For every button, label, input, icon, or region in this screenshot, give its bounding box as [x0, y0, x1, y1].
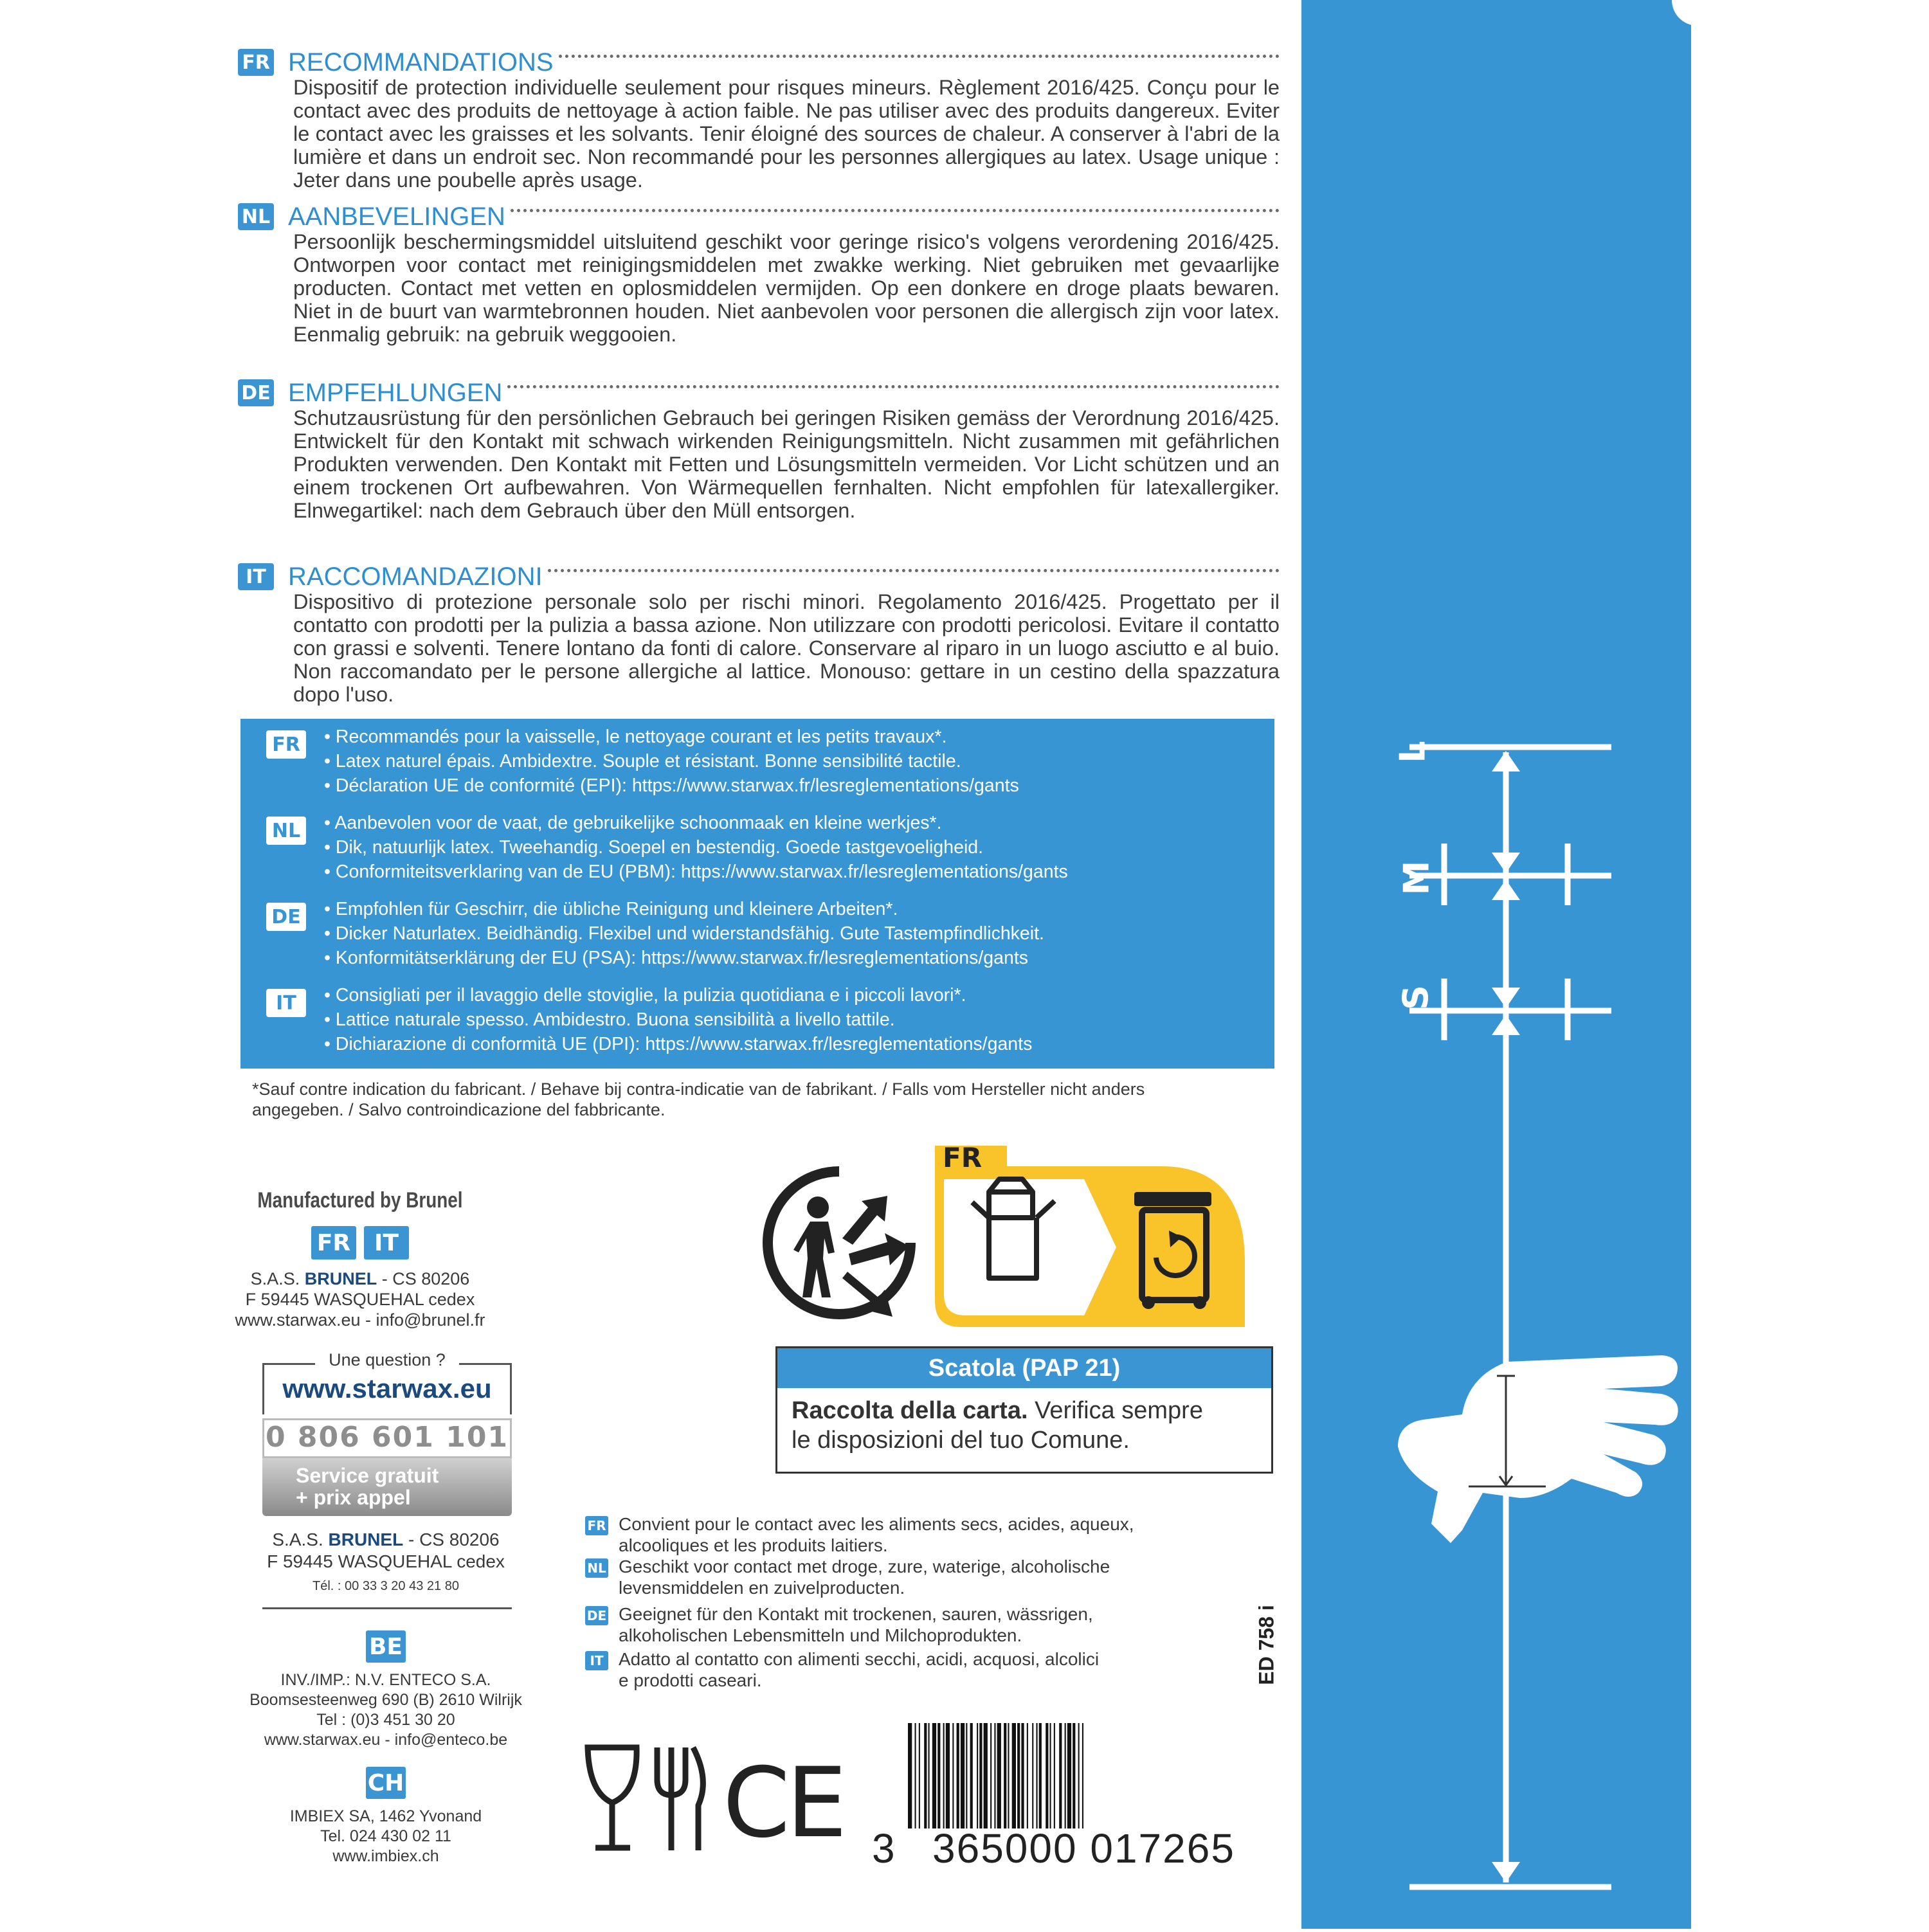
barcode-bar	[908, 1723, 912, 1828]
contact-address: S.A.S. BRUNEL - CS 80206 F 59445 WASQUEHAL cedex Tél. : 00 33 3 20 43 21 80	[238, 1529, 534, 1597]
ch-line: Tel. 024 430 02 11	[320, 1827, 451, 1845]
barcode-bar	[1017, 1723, 1020, 1828]
lang-tag: FR	[585, 1516, 608, 1535]
triman-country-tag: FR	[943, 1142, 983, 1173]
lang-tag: DE	[238, 379, 274, 406]
barcode-bar	[1027, 1723, 1028, 1828]
barcode-bar	[984, 1723, 988, 1828]
barcode-bar	[961, 1723, 964, 1828]
barcode-bar	[997, 1723, 1001, 1828]
be-block	[225, 1630, 547, 1750]
food-safe-icon	[579, 1741, 707, 1857]
food-text: Adatto al contatto con alimenti secchi, acidi, acquosi, alcolici e prodotti caseari.	[619, 1649, 1100, 1690]
edition-code: ED 758 i	[1254, 1605, 1278, 1685]
footnote-line: *Sauf contre indication du fabricant. / Behave bij contra-indicatie van de fabrikant. / Falls vom Hersteller nicht anders	[252, 1079, 1145, 1099]
lang-tag: IT	[266, 989, 306, 1017]
divider	[559, 49, 1280, 58]
features-box	[240, 719, 1274, 1069]
lang-tag: NL	[585, 1558, 608, 1578]
barcode-bar	[932, 1723, 936, 1828]
barcode-bar	[937, 1723, 940, 1828]
contact-tel: Tél. : 00 33 3 20 43 21 80	[312, 1579, 459, 1593]
size-label-s: S	[1395, 985, 1436, 1010]
divider	[548, 563, 1280, 572]
barcode-bars	[908, 1723, 1242, 1828]
section-title: AANBEVELINGEN	[288, 202, 505, 231]
barcode-bar	[1073, 1723, 1075, 1828]
section-nl	[238, 203, 1280, 346]
lang-tag: IT	[585, 1651, 608, 1670]
barcode-bar	[1012, 1723, 1016, 1828]
be-line: INV./IMP.: N.V. ENTECO S.A.	[280, 1671, 491, 1689]
contact-url[interactable]: www.starwax.eu	[282, 1373, 492, 1404]
section-title: RACCOMANDAZIONI	[288, 562, 543, 591]
barcode-bar	[1054, 1723, 1055, 1828]
section-fr	[238, 49, 1280, 192]
lang-tag: NL	[238, 203, 274, 230]
be-line: Tel : (0)3 451 30 20	[316, 1711, 455, 1729]
country-tag: CH	[366, 1767, 406, 1799]
country-tag: FR	[311, 1226, 356, 1259]
section-body: Dispositif de protection individuelle seulement pour risques mineurs. Règlement 2016/425. Conçu pour le contact avec des produits de nettoyage à action faible. Ne pas utiliser avec des produits dangereux. Eviter le contact avec les graisses et les solvants. Tenir éloigné des sources de chaleur. A conserver à l'abri de la lumière et dans un endroit sec. Non recommandé pour les personnes allergiques au latex. Usage unique : Jeter dans une poubelle après usage.	[293, 76, 1280, 192]
lang-tag: DE	[585, 1606, 608, 1625]
lang-tag: FR	[266, 730, 306, 759]
be-line: www.starwax.eu - info@enteco.be	[264, 1731, 508, 1749]
barcode-bar	[1059, 1723, 1062, 1828]
barcode-bar	[919, 1723, 920, 1828]
feature-line: • Dichiarazione di conformità UE (DPI): https://www.starwax.fr/lesreglementations/gants	[324, 1034, 1033, 1054]
country-tag: IT	[364, 1226, 409, 1259]
manufacturer-address: S.A.S. BRUNEL - CS 80206	[250, 1269, 470, 1288]
footnote-line: angegeben. / Salvo controindicazione del fabbricante.	[252, 1100, 666, 1119]
barcode-bar	[1046, 1723, 1048, 1828]
barcode-bar	[1004, 1723, 1006, 1828]
recycle-table	[775, 1346, 1273, 1474]
triman-icon	[759, 1162, 919, 1323]
ch-block	[225, 1767, 547, 1866]
barcode-bar	[957, 1723, 959, 1828]
barcode-bar	[943, 1723, 945, 1828]
lang-tag: DE	[266, 903, 306, 931]
food-text: Convient pour le contact avec les aliments secs, acides, aqueux, alcooliques et les produits laitiers.	[619, 1514, 1134, 1555]
feature-line: • Déclaration UE de conformité (EPI): https://www.starwax.fr/lesreglementations/gants	[324, 775, 1019, 796]
divider	[262, 1607, 512, 1609]
feature-line: • Dik, natuurlijk latex. Tweehandig. Soepel en bestendig. Goede tastgevoeligheid.	[324, 837, 984, 858]
barcode-bar	[952, 1723, 954, 1828]
features-fr	[255, 725, 1271, 802]
food-text: Geschikt voor contact met droge, zure, waterige, alcoholische levensmiddelen en zuivelproducten.	[619, 1557, 1110, 1598]
divider	[511, 203, 1280, 212]
barcode-bar	[990, 1723, 992, 1828]
service-text	[296, 1465, 439, 1508]
feature-line: • Konformitätserklärung der EU (PSA): https://www.starwax.fr/lesreglementations/gants	[324, 948, 1028, 968]
barcode-bar	[970, 1723, 973, 1828]
panel-edge	[1691, 0, 1929, 1929]
section-title: RECOMMANDATIONS	[288, 48, 554, 77]
food-text: Geeignet für den Kontakt mit trockenen, sauren, wässrigen, alkoholischen Lebensmitteln und Milchoprodukten.	[619, 1604, 1093, 1645]
recycle-body: Raccolta della carta. Verifica sempre le disposizioni del tuo Comune.	[792, 1397, 1203, 1454]
feature-line: • Dicker Naturlatex. Beidhändig. Flexibel und widerstandsfähig. Gute Tastempfindlichkeit.	[324, 923, 1044, 944]
size-label-m: M	[1396, 860, 1437, 896]
feature-line: • Aanbevolen voor de vaat, de gebruikelijke schoonmaak en kleine werkjes*.	[324, 813, 942, 833]
divider	[507, 379, 1280, 388]
feature-line: • Latex naturel épais. Ambidextre. Souple et résistant. Bonne sensibilité tactile.	[324, 751, 961, 772]
service-line: + prix appel	[296, 1486, 411, 1509]
ch-line: IMBIEX SA, 1462 Yvonand	[289, 1807, 482, 1825]
country-tag: BE	[366, 1630, 406, 1663]
features-nl	[255, 811, 1271, 889]
size-chart	[1301, 0, 1691, 1929]
lang-tag: NL	[266, 817, 306, 845]
ce-mark: CE	[723, 1747, 844, 1859]
manufacturer-city: F 59445 WASQUEHAL cedex	[245, 1290, 475, 1309]
size-label-l: L	[1392, 741, 1433, 763]
manufacturer-title: Manufactured by Brunel	[257, 1188, 463, 1213]
section-it	[238, 563, 1280, 706]
contact-city: F 59445 WASQUEHAL cedex	[267, 1551, 505, 1571]
barcode-bar	[1065, 1723, 1066, 1828]
section-body: Dispositivo di protezione personale solo per rischi minori. Regolamento 2016/425. Progettato per il contatto con prodotti per la pulizia a bassa azione. Non utilizzare con prodotti pericolosi. Evitare il contatto con grassi e solventi. Tenere lontano da fonti di calore. Conservare al riparo in un luogo asciutto e al buio. Non raccomandato per le persone allergiche al lattice. Monouso: gettare in un cestino della spazzatura dopo l'uso.	[293, 590, 1280, 706]
barcode-bar	[946, 1723, 950, 1828]
feature-line: • Conformiteitsverklaring van de EU (PBM): https://www.starwax.fr/lesreglementations/gants	[324, 862, 1068, 882]
barcode-first-digit: 3	[872, 1825, 895, 1872]
lang-tag: FR	[238, 49, 274, 76]
features-de	[255, 898, 1271, 975]
feature-line: • Consigliati per il lavaggio delle stoviglie, la pulizia quotidiana e i piccoli lavori*.	[324, 985, 966, 1006]
barcode-bar	[1039, 1723, 1042, 1828]
section-title: EMPFEHLUNGEN	[288, 378, 503, 407]
footnote	[252, 1079, 1145, 1120]
barcode-bar	[1078, 1723, 1080, 1828]
section-body: Schutzausrüstung für den persönlichen Gebrauch bei geringen Risiken gemäss der Verordnung 2016/425. Entwickelt für den Kontakt mit schwach wirkenden Reinigungsmitteln. Nicht zusammen mit gefährlichen Produkten verwenden. Den Kontakt mit Fetten und Lösungsmitteln vermeiden. Vor Licht schützen und an einem trockenen Ort aufbewahren. Von Wärmequellen fernhalten. Nicht empfohlen für latexallergiker. Elnwegartikel: nach dem Gebrauch über den Müll entsorgen.	[293, 406, 1280, 522]
section-body: Persoonlijk beschermingsmiddel uitsluitend geschikt voor geringe risico's volgens verordening 2016/425. Ontworpen voor contact met reinigingsmiddelen met zwakke werking. Niet gebruiken met gevaarlijke producten. Contact met vetten en oplosmiddelen vermijden. Op een donkere en droge plaats bewaren. Niet in de buurt van warmtebronnen houden. Niet aanbevolen voor personen die allergisch zijn voor latex. Eenmalig gebruik: na gebruik weggooien.	[293, 230, 1280, 346]
ch-line: www.imbiex.ch	[332, 1847, 439, 1865]
barcode-bar	[915, 1723, 916, 1828]
barcode-digits: 365000 017265	[932, 1825, 1235, 1872]
barcode-bar	[1067, 1723, 1071, 1828]
service-line: Service gratuit	[296, 1464, 439, 1487]
recycle-header: Scatola (PAP 21)	[777, 1348, 1271, 1388]
question-label: Une question ?	[315, 1350, 459, 1370]
barcode-bar	[1032, 1723, 1033, 1828]
phone-number[interactable]: 0 806 601 101	[265, 1421, 509, 1454]
barcode-bar	[1050, 1723, 1051, 1828]
feature-line: • Empfohlen für Geschirr, die übliche Reinigung und kleinere Arbeiten*.	[324, 899, 898, 919]
barcode-bar	[977, 1723, 978, 1828]
barcode-bar	[924, 1723, 927, 1828]
barcode-bar	[1021, 1723, 1024, 1828]
manufacturer-block	[231, 1188, 489, 1330]
feature-line: • Lattice naturale spesso. Ambidestro. Buona sensibilità a livello tattile.	[324, 1009, 895, 1030]
barcode-bar	[1037, 1723, 1038, 1828]
barcode-bar	[928, 1723, 930, 1828]
features-it	[255, 984, 1271, 1061]
manufacturer-contact: www.starwax.eu - info@brunel.fr	[235, 1310, 485, 1330]
barcode-bar	[966, 1723, 967, 1828]
barcode-bar	[994, 1723, 995, 1828]
lang-tag: IT	[238, 563, 274, 590]
barcode-bar	[1008, 1723, 1009, 1828]
be-line: Boomsesteenweg 690 (B) 2610 Wilrijk	[249, 1691, 522, 1709]
section-de	[238, 379, 1280, 522]
barcode-bar	[1082, 1723, 1083, 1828]
barcode-bar	[979, 1723, 982, 1828]
feature-line: • Recommandés pour la vaisselle, le nettoyage courant et les petits travaux*.	[324, 727, 947, 747]
